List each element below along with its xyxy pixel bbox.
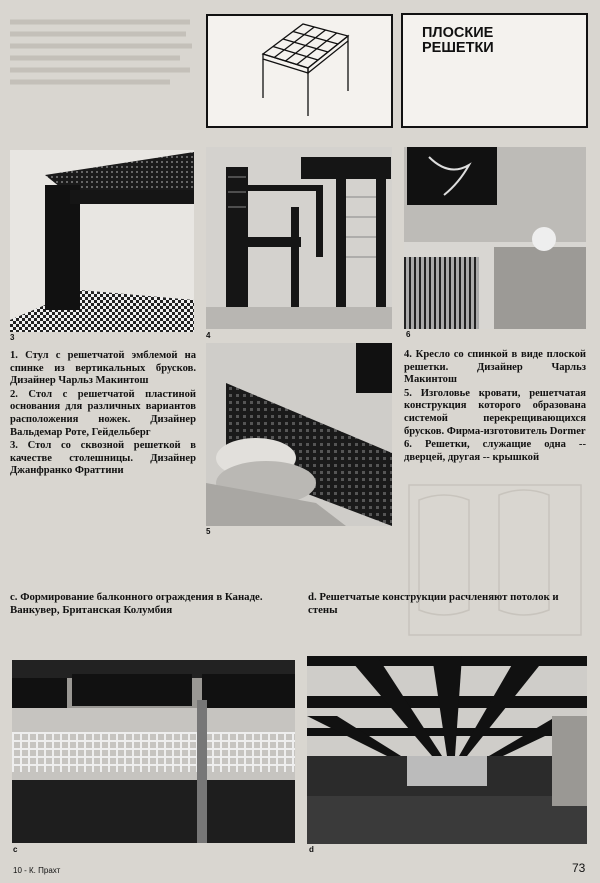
photo-4-chair [206, 147, 392, 329]
caption-5: 5. Изголовье кровати, решетчатая конструкция которого образована системой перекрещивающихся брусков. Фирма-изготовитель Dormer [404, 387, 586, 437]
photo-d-ceiling [307, 656, 587, 844]
ceiling-grid-image [307, 656, 587, 844]
photo-3-number: 3 [10, 333, 15, 342]
caption-d: d. Решетчатые конструкции расчленяют потолок и стены [308, 591, 559, 616]
caption-6: 6. Решетки, служащие одна -- дверцей, другая -- крышкой [404, 439, 586, 463]
caption-3: 3. Стол со сквозной решеткой в качестве столешницы. Дизайнер Джанфранко Фраттини [10, 440, 196, 477]
captions-right [404, 349, 586, 465]
caption-c: с. Формирование балконного ограждения в Канаде. Ванкувер, Британская Колумбия [10, 591, 263, 616]
chair-image [206, 147, 392, 329]
interior-grille-image [404, 147, 586, 329]
footer-imprint: 10 - К. Прахт [13, 866, 61, 875]
photo-3-lattice-table [10, 150, 194, 332]
photo-4-number: 4 [206, 331, 211, 340]
photo-c-balcony [12, 660, 295, 843]
photo-6-interior [404, 147, 586, 329]
table-sketch-box [206, 14, 393, 128]
captions-left [10, 350, 196, 479]
title-line-2: РЕШЕТКИ [422, 40, 494, 56]
grid-table-sketch-icon [208, 16, 391, 126]
balcony-railing-image [12, 660, 295, 843]
page-number: 73 [572, 861, 586, 875]
bleed-through-lines [10, 16, 195, 126]
caption-1: 1. Стул с решетчатой эмблемой на спинке из вертикальных брусков. Дизайнер Чарльз Макинтош [10, 350, 196, 387]
caption-2: 2. Стол с решетчатой пластиной основания для различных вариантов расположения ножек. Дизайнер Вальдемар Роте, Гейдельберг [10, 388, 196, 438]
photo-5-bed [206, 343, 392, 526]
photo-d-letter: d [309, 845, 314, 854]
page-title [422, 26, 494, 56]
caption-4: 4. Кресло со спинкой в виде плоской решетки. Дизайнер Чарльз Макинтош [404, 349, 586, 386]
bleed-through-text [10, 16, 195, 126]
lattice-table-image [10, 150, 194, 332]
bed-headboard-image [206, 343, 392, 526]
photo-c-letter: c [13, 845, 18, 854]
photo-6-number: 6 [406, 330, 411, 339]
title-line-1: ПЛОСКИЕ [422, 25, 494, 41]
photo-5-number: 5 [206, 527, 211, 536]
